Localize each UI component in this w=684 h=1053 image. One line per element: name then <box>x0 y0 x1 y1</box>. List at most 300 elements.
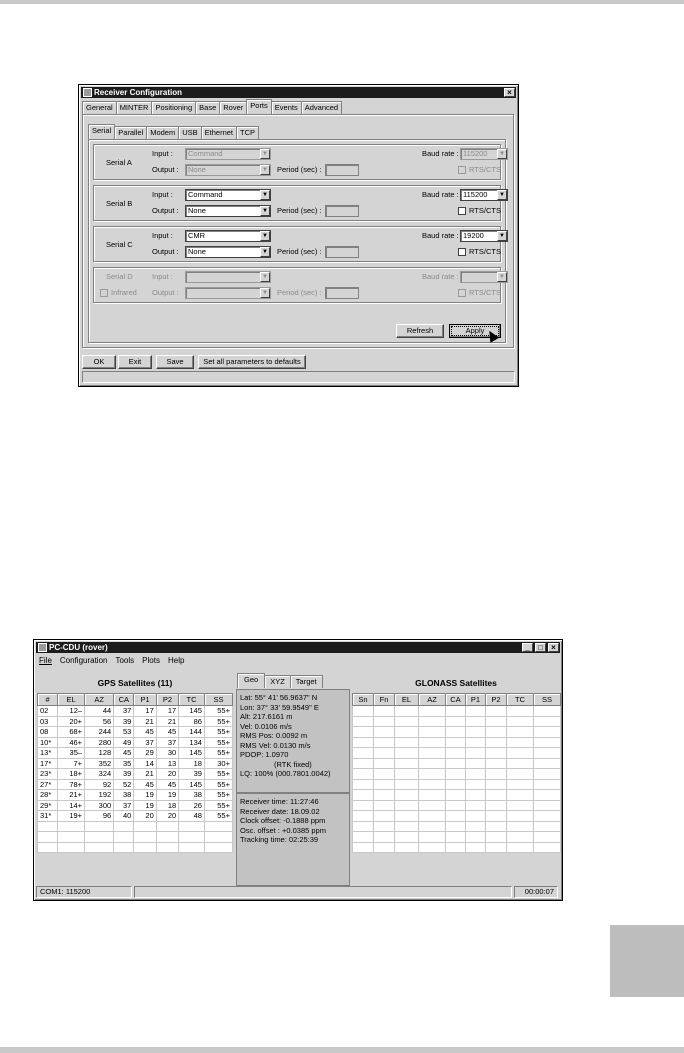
glonass-cell <box>395 811 419 822</box>
app-icon <box>83 88 92 97</box>
gps-cell <box>156 832 178 843</box>
glonass-cell <box>353 821 374 832</box>
glonass-column-header: Sn <box>353 694 374 706</box>
tab-target[interactable]: Target <box>290 675 323 688</box>
serial-b-output-label: Output : <box>152 206 179 215</box>
serial-a-rts-label: RTS/CTS <box>469 165 501 174</box>
gps-cell: 21+ <box>58 790 85 801</box>
serial-a-rts-checkbox[interactable] <box>458 166 466 174</box>
gps-cell: 26 <box>179 800 205 811</box>
serial-b-output-select[interactable] <box>185 205 271 217</box>
tab-base[interactable]: Base <box>195 101 220 114</box>
gps-satellite-row[interactable] <box>38 727 233 738</box>
gps-satellite-row[interactable] <box>38 811 233 822</box>
chevron-down-icon: ▼ <box>260 149 270 159</box>
tab-geo[interactable]: Geo <box>237 673 265 688</box>
gps-cell: 29 <box>134 748 156 759</box>
glonass-cell <box>466 790 486 801</box>
set-defaults-button[interactable]: Set all parameters to defaults <box>198 355 306 369</box>
gps-cell: 03 <box>38 716 58 727</box>
gps-cell <box>38 821 58 832</box>
serial-b-group <box>93 185 505 221</box>
glonass-cell <box>446 821 466 832</box>
glonass-cell <box>395 842 419 853</box>
gps-cell: 37 <box>114 706 134 717</box>
glonass-cell <box>507 779 534 790</box>
glonass-cell <box>374 748 395 759</box>
glonass-cell <box>446 748 466 759</box>
tab-modem[interactable]: Modem <box>146 126 179 139</box>
glonass-cell <box>395 832 419 843</box>
serial-a-input-select[interactable] <box>185 148 271 160</box>
tab-positioning[interactable]: Positioning <box>151 101 196 114</box>
gps-cell: 45 <box>134 727 156 738</box>
gps-empty-row <box>38 832 233 843</box>
glonass-cell <box>419 832 446 843</box>
glonass-cell <box>446 790 466 801</box>
glonass-cell <box>486 821 507 832</box>
gps-cell: 134 <box>179 737 205 748</box>
serial-d-input-select[interactable] <box>185 271 271 283</box>
serial-a-baud-label: Baud rate : <box>422 149 459 158</box>
glonass-cell <box>507 737 534 748</box>
menu-file[interactable]: File <box>39 656 52 665</box>
glonass-cell <box>534 790 561 801</box>
maximize-icon[interactable]: □ <box>535 643 546 652</box>
menu-plots[interactable]: Plots <box>142 656 160 665</box>
serial-c-output-label: Output : <box>152 247 179 256</box>
glonass-cell <box>395 800 419 811</box>
glonass-cell <box>486 706 507 717</box>
glonass-empty-row <box>353 800 561 811</box>
serial-c-output-value: None <box>188 247 206 256</box>
glonass-empty-row <box>353 748 561 759</box>
glonass-cell <box>507 748 534 759</box>
gps-cell <box>114 842 134 853</box>
window-title: Receiver Configuration <box>94 88 183 97</box>
glonass-cell <box>466 758 486 769</box>
serial-d-period-field[interactable] <box>325 287 359 299</box>
save-button[interactable]: Save <box>156 355 194 369</box>
glonass-cell <box>395 779 419 790</box>
glonass-cell <box>446 769 466 780</box>
serial-d-output-select[interactable] <box>185 287 271 299</box>
gps-cell: 17 <box>134 706 156 717</box>
glonass-cell <box>534 811 561 822</box>
glonass-satellites-table <box>352 693 561 853</box>
gps-cell: 55+ <box>204 716 232 727</box>
serial-b-label: Serial B <box>106 199 133 208</box>
gps-cell: 300 <box>85 800 114 811</box>
gps-cell <box>38 842 58 853</box>
glonass-cell <box>353 790 374 801</box>
glonass-cell <box>353 800 374 811</box>
glonass-empty-row <box>353 832 561 843</box>
glonass-cell <box>419 842 446 853</box>
glonass-cell <box>446 706 466 717</box>
glonass-cell <box>534 842 561 853</box>
glonass-cell <box>507 842 534 853</box>
gps-cell: 08 <box>38 727 58 738</box>
gps-cell: 244 <box>85 727 114 738</box>
glonass-cell <box>374 769 395 780</box>
clock-offset: Clock offset: -0.1888 ppm <box>240 816 326 825</box>
chevron-down-icon: ▼ <box>260 272 270 282</box>
receiver-configuration-window <box>78 84 519 387</box>
exit-button[interactable]: Exit <box>118 355 152 369</box>
close-icon[interactable]: × <box>548 643 559 652</box>
ok-button[interactable]: OK <box>82 355 116 369</box>
glonass-cell <box>486 842 507 853</box>
gps-cell <box>156 842 178 853</box>
gps-column-header: SS <box>204 694 232 706</box>
glonass-empty-row <box>353 790 561 801</box>
glonass-cell <box>353 748 374 759</box>
glonass-cell <box>507 706 534 717</box>
tab-parallel[interactable]: Parallel <box>114 126 147 139</box>
gps-cell: 13 <box>156 758 178 769</box>
glonass-cell <box>466 811 486 822</box>
glonass-cell <box>374 811 395 822</box>
glonass-column-header: EL <box>395 694 419 706</box>
glonass-cell <box>534 737 561 748</box>
serial-a-baud-value: 115200 <box>463 149 488 158</box>
gps-cell: 144 <box>179 727 205 738</box>
serial-a-label: Serial A <box>106 158 132 167</box>
gps-cell <box>85 821 114 832</box>
glonass-cell <box>534 748 561 759</box>
glonass-cell <box>466 800 486 811</box>
tab-events[interactable]: Events <box>271 101 302 114</box>
glonass-cell <box>486 716 507 727</box>
tab-ports[interactable]: Ports <box>246 99 272 114</box>
gps-cell: 17* <box>38 758 58 769</box>
glonass-cell <box>374 821 395 832</box>
gps-cell: 55+ <box>204 790 232 801</box>
glonass-cell <box>466 832 486 843</box>
glonass-cell <box>395 727 419 738</box>
serial-b-input-select[interactable] <box>185 189 271 201</box>
gps-cell: 30+ <box>204 758 232 769</box>
tab-tcp[interactable]: TCP <box>236 126 259 139</box>
pccdu-title: PC-CDU (rover) <box>49 643 108 652</box>
gps-cell: 49 <box>114 737 134 748</box>
gps-cell <box>58 842 85 853</box>
serial-b-period-label: Period (sec) : <box>277 206 322 215</box>
gps-cell: 78+ <box>58 779 85 790</box>
serial-a-output-select[interactable] <box>185 164 271 176</box>
glonass-cell <box>486 727 507 738</box>
serial-b-baud-label: Baud rate : <box>422 190 459 199</box>
menu-help[interactable]: Help <box>167 656 185 665</box>
tab-advanced[interactable]: Advanced <box>301 101 342 114</box>
gps-cell: 28* <box>38 790 58 801</box>
gps-cell: 96 <box>85 811 114 822</box>
infrared-checkbox[interactable] <box>100 289 108 297</box>
window-status-strip <box>82 371 515 383</box>
chevron-down-icon: ▼ <box>260 231 270 241</box>
tab-xyz[interactable]: XYZ <box>264 675 291 688</box>
gps-cell <box>58 821 85 832</box>
glonass-cell <box>507 832 534 843</box>
tab-minter[interactable]: MINTER <box>116 101 153 114</box>
gps-cell: 280 <box>85 737 114 748</box>
glonass-cell <box>534 769 561 780</box>
glonass-cell <box>534 800 561 811</box>
serial-c-input-label: Input : <box>152 231 173 240</box>
page-bottom-rule <box>0 1047 684 1053</box>
gps-header-row <box>38 694 233 706</box>
serial-c-baud-select[interactable] <box>460 230 508 242</box>
minimize-icon[interactable]: _ <box>522 643 533 652</box>
status-time: 00:00:07 <box>514 886 558 898</box>
glonass-cell <box>534 758 561 769</box>
glonass-cell <box>395 737 419 748</box>
info-tabs <box>237 675 322 688</box>
glonass-column-header: P2 <box>486 694 507 706</box>
glonass-column-header: SS <box>534 694 561 706</box>
tab-usb[interactable]: USB <box>178 126 201 139</box>
gps-cell: 55+ <box>204 800 232 811</box>
gps-cell: 145 <box>179 748 205 759</box>
tab-ethernet[interactable]: Ethernet <box>201 126 237 139</box>
chevron-down-icon: ▼ <box>260 165 270 175</box>
position-info-panel <box>236 689 350 793</box>
serial-a-input-label: Input : <box>152 149 173 158</box>
glonass-cell <box>534 727 561 738</box>
gps-cell: 30 <box>156 748 178 759</box>
glonass-cell <box>466 727 486 738</box>
gps-cell: 18+ <box>58 769 85 780</box>
glonass-cell <box>466 842 486 853</box>
infrared-label: Infrared <box>111 288 137 297</box>
glonass-empty-row <box>353 737 561 748</box>
glonass-cell <box>395 716 419 727</box>
menu-bar <box>36 655 560 667</box>
gps-satellite-row[interactable] <box>38 706 233 717</box>
glonass-cell <box>534 706 561 717</box>
serial-c-period-field[interactable] <box>325 246 359 258</box>
serial-a-period-field[interactable] <box>325 164 359 176</box>
tab-serial[interactable]: Serial <box>88 124 115 139</box>
gps-satellite-row[interactable] <box>38 758 233 769</box>
serial-a-baud-select[interactable] <box>460 148 508 160</box>
serial-b-period-field[interactable] <box>325 205 359 217</box>
tab-general[interactable]: General <box>82 101 117 114</box>
menu-configuration[interactable]: Configuration <box>59 656 108 665</box>
tab-rover[interactable]: Rover <box>219 101 247 114</box>
gps-column-header: # <box>38 694 58 706</box>
serial-c-baud-label: Baud rate : <box>422 231 459 240</box>
gps-cell: 37 <box>134 737 156 748</box>
glonass-column-header: AZ <box>419 694 446 706</box>
gps-column-header: P1 <box>134 694 156 706</box>
glonass-cell <box>446 727 466 738</box>
serial-b-rts-checkbox[interactable] <box>458 207 466 215</box>
gps-cell <box>114 832 134 843</box>
gps-cell <box>134 832 156 843</box>
tracking-time: Tracking time: 02:25:39 <box>240 835 319 844</box>
glonass-cell <box>446 716 466 727</box>
glonass-cell <box>486 811 507 822</box>
glonass-cell <box>486 790 507 801</box>
glonass-cell <box>374 842 395 853</box>
glonass-cell <box>374 800 395 811</box>
glonass-cell <box>534 832 561 843</box>
glonass-cell <box>353 769 374 780</box>
glonass-cell <box>419 727 446 738</box>
serial-d-input-label: Input : <box>152 272 173 281</box>
glonass-cell <box>446 832 466 843</box>
receiver-time: Receiver time: 11:27:46 <box>240 797 319 806</box>
serial-subtabs <box>88 126 258 139</box>
gps-cell: 29* <box>38 800 58 811</box>
status-spacer <box>134 886 512 898</box>
gps-satellite-row[interactable] <box>38 800 233 811</box>
gps-cell: 45 <box>156 779 178 790</box>
glonass-cell <box>466 821 486 832</box>
glonass-cell <box>507 821 534 832</box>
glonass-satellites-title: GLONASS Satellites <box>415 678 497 688</box>
serial-d-baud-label: Baud rate : <box>422 272 459 281</box>
glonass-cell <box>353 737 374 748</box>
glonass-cell <box>419 821 446 832</box>
glonass-cell <box>374 716 395 727</box>
menu-tools[interactable]: Tools <box>115 656 135 665</box>
gps-satellite-row[interactable] <box>38 716 233 727</box>
serial-c-output-select[interactable] <box>185 246 271 258</box>
glonass-cell <box>466 737 486 748</box>
chevron-down-icon: ▼ <box>260 190 270 200</box>
serial-a-input-value: Command <box>188 149 223 158</box>
gps-cell: 10* <box>38 737 58 748</box>
glonass-empty-row <box>353 779 561 790</box>
gps-satellite-row[interactable] <box>38 790 233 801</box>
glonass-column-header: TC <box>507 694 534 706</box>
gps-column-header: P2 <box>156 694 178 706</box>
serial-d-group <box>93 267 505 303</box>
status-bar <box>36 886 560 898</box>
glonass-cell <box>353 842 374 853</box>
glonass-cell <box>353 716 374 727</box>
gps-cell: 192 <box>85 790 114 801</box>
serial-c-baud-value: 19200 <box>463 231 484 240</box>
chevron-down-icon: ▼ <box>260 206 270 216</box>
glonass-cell <box>353 811 374 822</box>
serial-c-rts-checkbox[interactable] <box>458 248 466 256</box>
gps-cell <box>204 821 232 832</box>
gps-cell: 21 <box>156 716 178 727</box>
glonass-cell <box>466 769 486 780</box>
pccdu-titlebar <box>36 642 560 653</box>
serial-d-baud-select[interactable] <box>460 271 508 283</box>
gps-cell: 55+ <box>204 748 232 759</box>
apply-button[interactable]: Apply <box>449 324 501 338</box>
gps-satellite-row[interactable] <box>38 769 233 780</box>
serial-b-baud-value: 115200 <box>463 190 488 199</box>
latitude-value: Lat: 55° 41' 56.9637" N <box>240 693 318 702</box>
serial-a-group <box>93 144 505 180</box>
gps-cell: 27* <box>38 779 58 790</box>
serial-c-input-value: CMR <box>188 231 206 240</box>
gps-cell <box>179 832 205 843</box>
gps-cell: 21 <box>134 769 156 780</box>
gps-cell: 128 <box>85 748 114 759</box>
status-port: COM1: 115200 <box>36 886 132 898</box>
gps-column-header: EL <box>58 694 85 706</box>
longitude-value: Lon: 37° 33' 59.9549" E <box>240 702 319 712</box>
close-icon[interactable]: × <box>504 88 515 97</box>
gps-satellite-row[interactable] <box>38 748 233 759</box>
gps-satellite-row[interactable] <box>38 779 233 790</box>
gps-cell: 20+ <box>58 716 85 727</box>
gps-column-header: TC <box>179 694 205 706</box>
gps-cell <box>179 821 205 832</box>
glonass-empty-row <box>353 811 561 822</box>
glonass-cell <box>486 800 507 811</box>
gps-cell: 37 <box>114 800 134 811</box>
glonass-cell <box>395 758 419 769</box>
glonass-cell <box>466 716 486 727</box>
gps-cell: 18 <box>179 758 205 769</box>
gps-cell: 55+ <box>204 811 232 822</box>
chevron-down-icon: ▼ <box>497 149 507 159</box>
gps-cell: 52 <box>114 779 134 790</box>
gps-cell <box>85 842 114 853</box>
glonass-cell <box>446 842 466 853</box>
serial-b-input-label: Input : <box>152 190 173 199</box>
refresh-button[interactable]: Refresh <box>396 324 444 338</box>
gps-satellites-title: GPS Satellites (11) <box>97 678 173 688</box>
glonass-cell <box>353 706 374 717</box>
glonass-cell <box>507 800 534 811</box>
glonass-cell <box>486 769 507 780</box>
gps-cell: 56 <box>85 716 114 727</box>
gps-cell: 86 <box>179 716 205 727</box>
serial-b-rts-label: RTS/CTS <box>469 206 501 215</box>
gps-cell: 39 <box>179 769 205 780</box>
serial-c-group <box>93 226 505 262</box>
gps-cell: 20 <box>156 811 178 822</box>
glonass-cell <box>374 758 395 769</box>
glonass-cell <box>507 758 534 769</box>
glonass-cell <box>419 779 446 790</box>
serial-a-output-value: None <box>188 165 206 174</box>
gps-cell: 145 <box>179 706 205 717</box>
time-info-panel <box>236 793 350 886</box>
serial-a-output-label: Output : <box>152 165 179 174</box>
glonass-cell <box>446 811 466 822</box>
oscillator-offset: Osc. offset : +0.0385 ppm <box>240 825 326 835</box>
ports-tab-panel <box>82 114 514 348</box>
gps-cell: 38 <box>179 790 205 801</box>
gps-cell: 324 <box>85 769 114 780</box>
serial-d-rts-checkbox[interactable] <box>458 289 466 297</box>
pccdu-window <box>33 639 563 901</box>
gps-cell: 46+ <box>58 737 85 748</box>
glonass-cell <box>395 769 419 780</box>
gps-cell: 45 <box>114 748 134 759</box>
gps-cell: 14 <box>134 758 156 769</box>
serial-b-baud-select[interactable] <box>460 189 508 201</box>
serial-c-input-select[interactable] <box>185 230 271 242</box>
gps-cell: 31* <box>38 811 58 822</box>
glonass-cell <box>419 769 446 780</box>
glonass-cell <box>419 748 446 759</box>
gps-cell: 18 <box>156 800 178 811</box>
glonass-column-header: Fn <box>374 694 395 706</box>
gps-satellite-row[interactable] <box>38 737 233 748</box>
